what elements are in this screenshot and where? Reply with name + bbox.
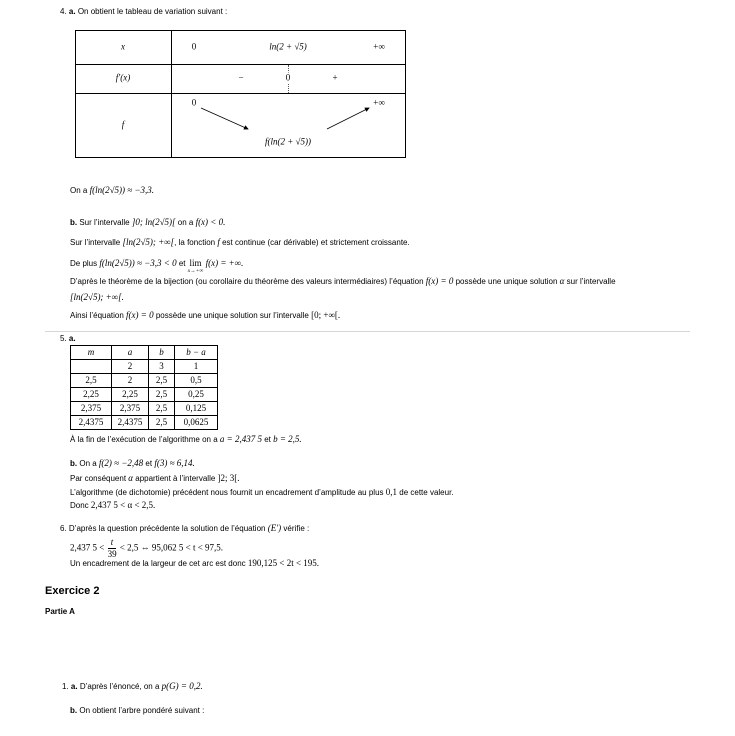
- table-cell: 2,5: [149, 402, 175, 416]
- fraction: [108, 538, 117, 559]
- table-cell: 0,125: [175, 402, 218, 416]
- column-header: m: [71, 346, 112, 360]
- part-label: b.: [70, 706, 78, 715]
- table-cell: [71, 360, 112, 374]
- table-cell: 2,5: [71, 374, 112, 388]
- ex2-q1-a-line: [62, 680, 203, 693]
- math-expression: 190,125 < 2t < 195.: [247, 558, 320, 568]
- body-text: D’après le théorème de la bijection (ou corollaire du théorème des valeurs intermédiaires) l’équation: [70, 277, 424, 286]
- ex2-q1-b-line: [70, 705, 204, 717]
- body-text: D’après la question précédente la solution de l’équation: [68, 524, 266, 533]
- body-text: sur l’intervalle: [566, 277, 616, 286]
- derivative-zero: 0: [285, 72, 291, 83]
- q4-b-line-3: [70, 257, 243, 274]
- table-cell: 2,5: [149, 374, 175, 388]
- row-label-derivative: f′(x): [115, 72, 131, 83]
- q5-b-line-2: [70, 472, 240, 485]
- q5-a-conclusion: [70, 433, 302, 446]
- body-text: vérifie :: [283, 524, 310, 533]
- math-expression: 0,1: [385, 487, 398, 497]
- table-row: [71, 374, 218, 388]
- q6-line-2: [70, 538, 223, 559]
- math-expression: p(G) = 0,2.: [161, 681, 203, 691]
- body-text: et: [145, 459, 153, 468]
- table-cell: 3: [149, 360, 175, 374]
- table-cell: 0,0625: [175, 416, 218, 430]
- body-text: On obtient le tableau de variation suivant :: [77, 7, 228, 16]
- question-number: 4.: [60, 7, 67, 16]
- variation-arrows: [76, 31, 405, 157]
- q5-a-heading: [60, 333, 76, 345]
- table-cell: 2,5: [149, 388, 175, 402]
- q4-result-line: [70, 184, 154, 197]
- math-expression: f: [217, 237, 220, 247]
- part-label: a.: [68, 7, 76, 16]
- table-cell: 2: [112, 360, 149, 374]
- q6-line-1: [60, 522, 309, 535]
- column-header: b − a: [175, 346, 218, 360]
- table-cell: 0,25: [175, 388, 218, 402]
- x-start-value: 0: [191, 41, 197, 52]
- sign-negative: −: [238, 72, 244, 83]
- math-expression: 2,437 5 < α < 2,5.: [90, 500, 156, 510]
- limit-subscript: x→+∞: [187, 268, 204, 274]
- body-text: Donc: [70, 501, 89, 510]
- body-text: est continue (car dérivable) et strictement croissante.: [222, 238, 410, 247]
- table-header-row: [71, 346, 218, 360]
- body-text: on a: [177, 218, 194, 227]
- q4-b-line-4: [70, 275, 616, 288]
- fraction-denominator: 39: [107, 549, 117, 559]
- q6-line-3: [70, 557, 319, 570]
- body-text: Ainsi l’équation: [70, 311, 124, 320]
- math-expression: (E′): [267, 523, 282, 533]
- math-expression: α: [128, 473, 134, 483]
- f-start-value: 0: [191, 97, 197, 108]
- body-text: et: [264, 435, 271, 444]
- q4-a-heading: [60, 6, 227, 18]
- q4-b-line-1: [70, 216, 225, 229]
- part-title: Partie A: [45, 607, 75, 616]
- question-number: 6.: [60, 524, 67, 533]
- math-expression: f(x) = 0: [126, 310, 154, 320]
- q4-b-line-5: [70, 291, 124, 304]
- body-text: , la fonction: [174, 238, 216, 247]
- q4-b-line-6: [70, 309, 340, 322]
- f-minimum-value: f(ln(2 + √5)): [264, 136, 312, 147]
- table-cell: 2,4375: [71, 416, 112, 430]
- part-label: b.: [70, 218, 78, 227]
- table-cell: 2,25: [71, 388, 112, 402]
- table-row: [71, 360, 218, 374]
- math-expression: [ln(2√5); +∞[: [122, 237, 175, 247]
- table-row: [71, 388, 218, 402]
- body-text: Un encadrement de la largeur de cet arc est donc: [70, 559, 246, 568]
- variation-table: [75, 30, 406, 158]
- body-text: D’après l’énoncé, on a: [79, 682, 160, 691]
- table-cell: 2,5: [149, 416, 175, 430]
- body-text: et: [178, 259, 186, 268]
- body-text: À la fin de l’exécution de l’algorithme on a: [70, 435, 218, 444]
- math-expression: b = 2,5.: [273, 434, 302, 444]
- math-expression: [0; +∞[.: [311, 310, 341, 320]
- limit-symbol: lim: [189, 258, 202, 268]
- math-expression: < 2,5 ⇔ 95,062 5 < t < 97,5.: [119, 542, 224, 553]
- table-cell: 2: [112, 374, 149, 388]
- body-text: On a: [70, 186, 88, 195]
- q4-b-line-2: [70, 236, 410, 249]
- limit-operator: [188, 257, 204, 274]
- body-text: de cette valeur.: [399, 488, 454, 497]
- q5-b-line-4: [70, 499, 155, 512]
- math-expression: a = 2,437 5: [219, 434, 262, 444]
- increasing-arrow: [327, 108, 369, 129]
- part-label: a.: [70, 682, 78, 691]
- body-text: De plus: [70, 259, 98, 268]
- row-label-function: f: [121, 119, 125, 130]
- body-text: On a: [79, 459, 97, 468]
- algorithm-table: [70, 345, 218, 430]
- exercise-title: Exercice 2: [45, 585, 100, 597]
- math-expression: ]0; ln(2√5)[: [131, 217, 176, 227]
- math-expression: f(2) ≈ −2,48: [98, 458, 144, 468]
- body-text: possède une unique solution sur l’intervalle: [155, 311, 309, 320]
- math-expression: [ln(2√5); +∞[.: [70, 292, 124, 302]
- column-header: a: [112, 346, 149, 360]
- f-end-value: +∞: [373, 97, 385, 108]
- body-text: On obtient l’arbre pondéré suivant :: [79, 706, 205, 715]
- sign-positive: +: [332, 72, 338, 83]
- table-row: [71, 402, 218, 416]
- table-cell: 2,25: [112, 388, 149, 402]
- body-text: possède une unique solution: [455, 277, 558, 286]
- question-number: 5.: [60, 334, 67, 343]
- body-text: appartient à l’intervalle: [135, 474, 216, 483]
- math-expression: f(ln(2√5)) ≈ −3,3.: [89, 185, 155, 195]
- row-label-x: x: [121, 41, 125, 52]
- table-cell: 2,375: [112, 402, 149, 416]
- decreasing-arrow: [201, 108, 248, 129]
- math-expression: f(x) < 0.: [195, 217, 226, 227]
- body-text: Par conséquent: [70, 474, 127, 483]
- part-label: b.: [70, 459, 78, 468]
- table-cell: 2,4375: [112, 416, 149, 430]
- table-cell: 0,5: [175, 374, 218, 388]
- column-header: b: [149, 346, 175, 360]
- math-expression: f(x) = +∞.: [205, 258, 244, 268]
- body-text: L’algorithme (de dichotomie) précédent nous fournit un encadrement d’amplitude au plus: [70, 488, 384, 497]
- math-expression: 2,437 5 <: [70, 542, 105, 553]
- table-cell: 1: [175, 360, 218, 374]
- x-end-value: +∞: [373, 41, 385, 52]
- fraction-numerator: t: [108, 538, 117, 549]
- math-expression: f(x) = 0: [425, 276, 454, 286]
- question-number: 1.: [62, 682, 69, 691]
- table-cell: 2,375: [71, 402, 112, 416]
- body-text: Sur l’intervalle: [70, 238, 121, 247]
- math-expression: f(3) ≈ 6,14.: [154, 458, 195, 468]
- q5-b-line-1: [70, 457, 195, 470]
- x-critical-value: ln(2 + √5): [269, 41, 307, 52]
- part-label: a.: [68, 334, 76, 343]
- math-expression: ]2; 3[.: [217, 473, 240, 483]
- math-expression: α: [559, 276, 565, 286]
- math-expression: f(ln(2√5)) ≈ −3,3 < 0: [99, 258, 177, 268]
- body-text: Sur l’intervalle: [79, 218, 130, 227]
- page-separator: [45, 331, 690, 332]
- q5-b-line-3: [70, 486, 454, 499]
- table-row: [71, 416, 218, 430]
